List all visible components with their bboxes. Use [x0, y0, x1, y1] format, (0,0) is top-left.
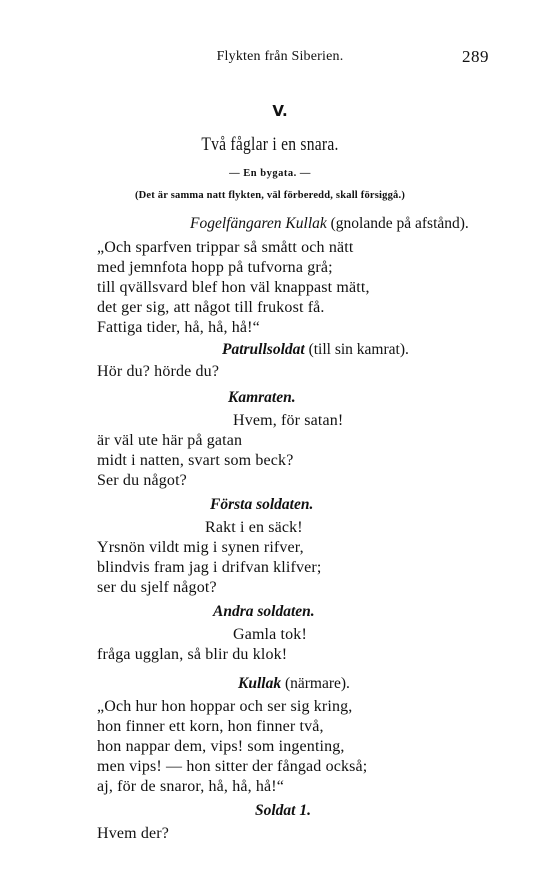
speaker-name: Patrullsoldat: [222, 341, 305, 358]
page-number: 289: [462, 47, 489, 66]
stage-direction: (gnolande på afstånd).: [326, 215, 469, 232]
speaker-name: Kullak: [238, 675, 282, 692]
speaker-name: Andra soldaten.: [213, 603, 315, 620]
stage-note: (Det är samma natt flykten, väl förberedd, skall försiggå.): [134, 190, 406, 201]
verse-line: midt i natten, svart som beck?: [97, 452, 294, 469]
stage-direction: (närmare).: [281, 675, 350, 692]
speaker-name: Första soldaten.: [210, 496, 314, 513]
verse-line: hon nappar dem, vips! som ingenting,: [97, 738, 345, 755]
speaker-name: Kamraten.: [228, 389, 296, 406]
speaker-name: Fogelfängaren Kullak: [190, 215, 327, 232]
verse-line: „Och hur hon hoppar och ser sig kring,: [97, 698, 353, 715]
scene-setting: — En bygata. —: [229, 168, 311, 179]
speaker-heading: [190, 216, 469, 232]
verse-line: hon finner ett korn, hon finner två,: [97, 718, 324, 735]
stage-direction: (till sin kamrat).: [304, 341, 409, 358]
verse-line: aj, för de snaror, hå, hå, hå!“: [97, 778, 285, 795]
speaker-heading: [238, 676, 350, 692]
speaker-heading: [210, 497, 313, 513]
scene-title: Två fåglar i en snara.: [201, 134, 339, 155]
verse-line: Hör du? hörde du?: [97, 363, 220, 380]
verse-line: Rakt i en säck!: [205, 519, 303, 536]
verse-line: Fattiga tider, hå, hå, hå!“: [97, 319, 260, 336]
verse-line: men vips! — hon sitter der fångad också;: [97, 758, 368, 775]
verse-line: Gamla tok!: [233, 626, 307, 643]
verse-line: med jemnfota hopp på tufvorna grå;: [97, 259, 333, 276]
verse-line: Hvem, för satan!: [233, 412, 344, 429]
chapter-number: V.: [272, 102, 288, 120]
speaker-heading: [255, 803, 311, 819]
verse-line: „Och sparfven trippar så smått och nätt: [97, 239, 354, 256]
running-title: Flykten från Siberien.: [216, 49, 344, 64]
verse-line: Ser du något?: [97, 472, 187, 489]
verse-line: är väl ute här på gatan: [97, 432, 243, 449]
verse-line: Yrsnön vildt mig i synen rifver,: [97, 539, 304, 556]
speaker-heading: [222, 342, 409, 358]
speaker-heading: [228, 390, 296, 406]
verse-line: ser du sjelf något?: [97, 579, 217, 596]
verse-line: till qvällsvard blef hon väl knappast mätt,: [97, 279, 370, 296]
speaker-heading: [213, 604, 315, 620]
verse-line: blindvis fram jag i drifvan klifver;: [97, 559, 322, 576]
verse-line: fråga ugglan, så blir du klok!: [97, 646, 288, 663]
verse-line: det ger sig, att något till frukost få.: [97, 299, 325, 316]
speaker-name: Soldat 1.: [255, 802, 311, 819]
verse-line: Hvem der?: [97, 825, 169, 842]
